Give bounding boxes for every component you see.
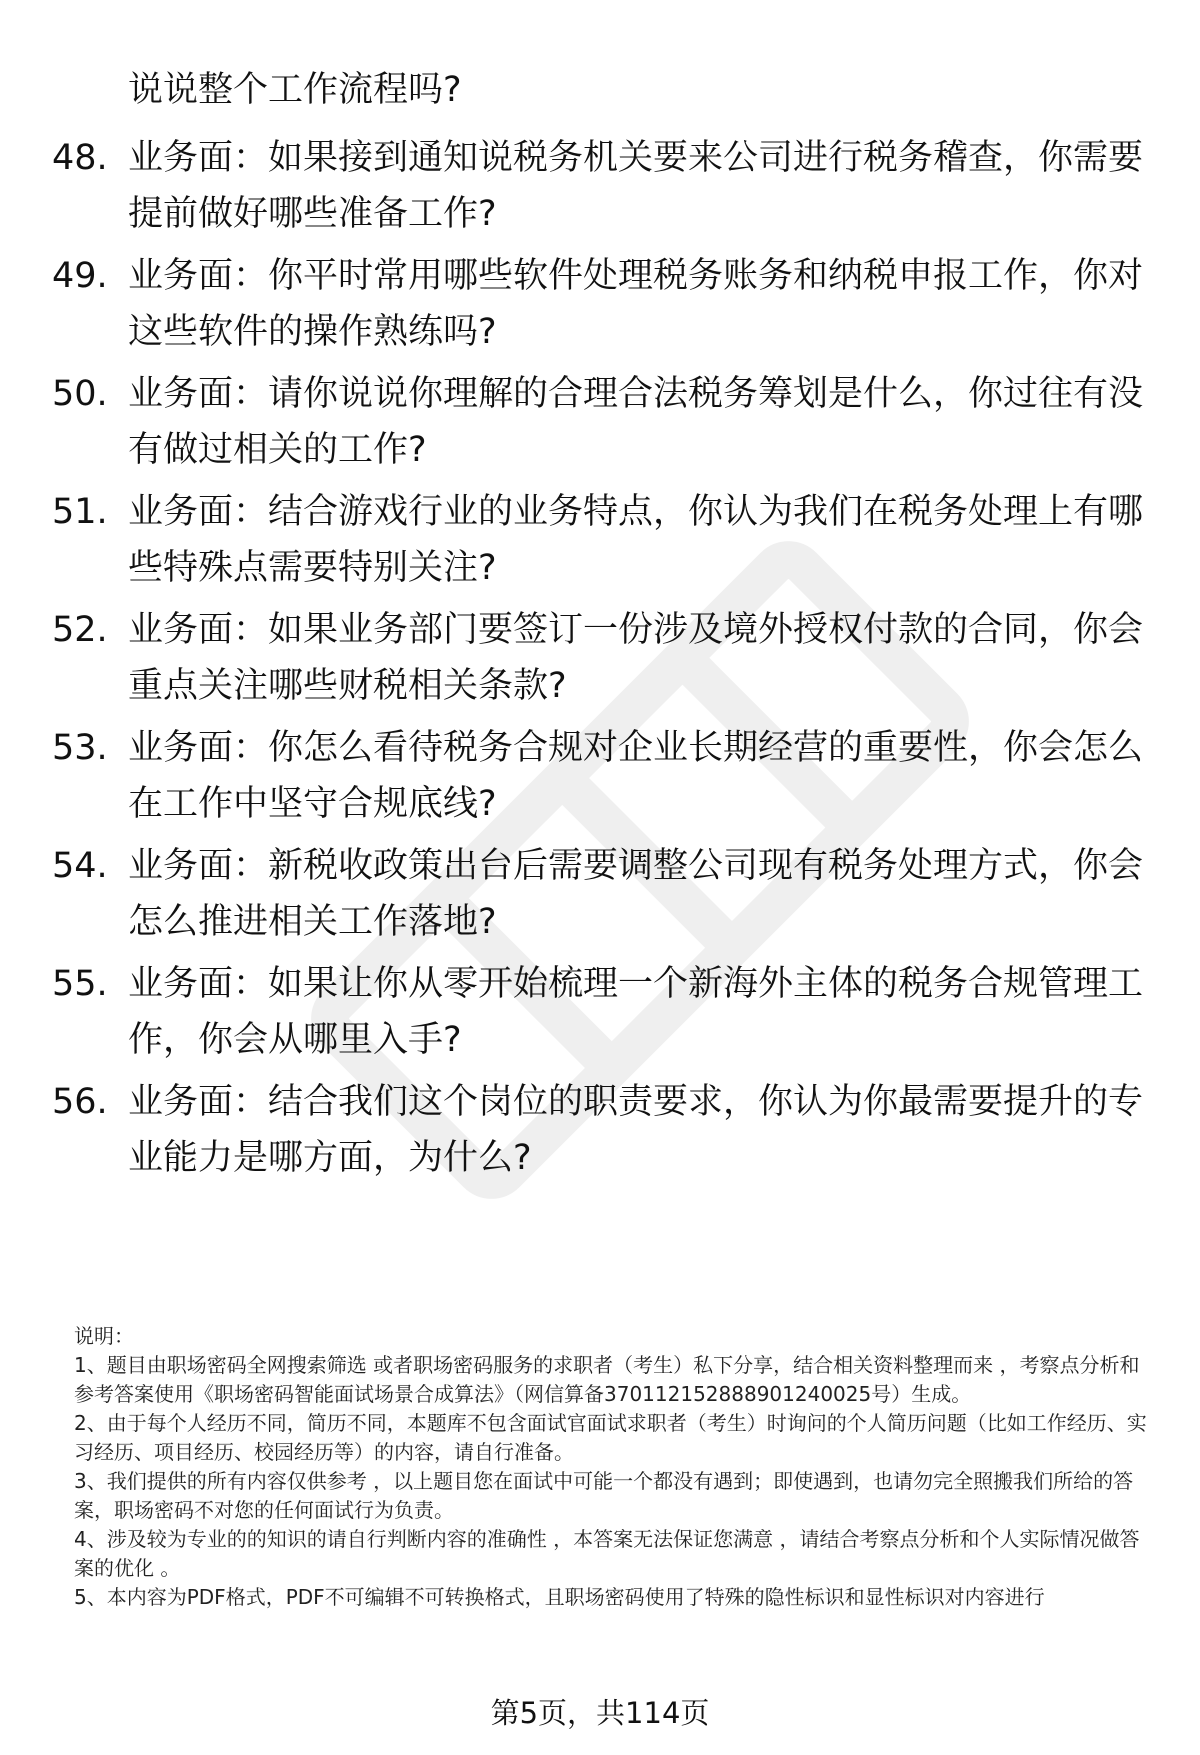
note-item: 1、题目由职场密码全网搜索筛选 或者职场密码服务的求职者（考生）私下分享，结合相关资料整理而来 ，考察点分析和参考答案使用《职场密码智能面试场景合成算法》（网信算备370112152888901240025号）生成。	[74, 1353, 1140, 1406]
question-number: 54.	[52, 846, 108, 886]
question-number: 50.	[52, 374, 108, 414]
question-item	[52, 1074, 1152, 1186]
question-text: 业务面：新税收政策出台后需要调整公司现有税务处理方式，你会怎么推进相关工作落地?	[128, 846, 1144, 942]
question-text: 业务面：如果接到通知说税务机关要来公司进行税务稽查，你需要提前做好哪些准备工作?	[128, 138, 1144, 234]
question-text: 业务面：你平时常用哪些软件处理税务账务和纳税申报工作，你对这些软件的操作熟练吗?	[128, 256, 1144, 352]
note-item: 3、我们提供的所有内容仅供参考 ，以上题目您在面试中可能一个都没有遇到；即使遇到，也请勿完全照搬我们所给的答案，职场密码不对您的任何面试行为负责。	[74, 1469, 1134, 1522]
page-number: 第5页，共114页	[490, 1696, 710, 1730]
question-text: 业务面：如果让你从零开始梳理一个新海外主体的税务合规管理工作，你会从哪里入手?	[128, 964, 1144, 1060]
question-item	[52, 248, 1152, 360]
question-item	[52, 130, 1152, 242]
question-item	[52, 366, 1152, 478]
question-number: 56.	[52, 1082, 108, 1122]
question-number: 51.	[52, 492, 108, 532]
question-number: 53.	[52, 728, 108, 768]
question-number: 48.	[52, 138, 108, 178]
question-number: 55.	[52, 964, 108, 1004]
question-continuation: 说说整个工作流程吗?	[128, 70, 462, 110]
note-item: 5、本内容为PDF格式，PDF不可编辑不可转换格式，且职场密码使用了特殊的隐性标识和显性标识对内容进行	[74, 1585, 1045, 1609]
question-text: 业务面：结合游戏行业的业务特点，你认为我们在税务处理上有哪些特殊点需要特别关注?	[128, 492, 1144, 588]
question-text: 业务面：结合我们这个岗位的职责要求，你认为你最需要提升的专业能力是哪方面，为什么?	[128, 1082, 1144, 1178]
question-number: 49.	[52, 256, 108, 296]
question-item	[52, 838, 1152, 950]
question-text: 业务面：如果业务部门要签订一份涉及境外授权付款的合同，你会重点关注哪些财税相关条款?	[128, 610, 1144, 706]
question-text: 业务面：你怎么看待税务合规对企业长期经营的重要性，你会怎么在工作中坚守合规底线?	[128, 728, 1144, 824]
question-item	[52, 484, 1152, 596]
question-text: 业务面：请你说说你理解的合理合法税务筹划是什么，你过往有没有做过相关的工作?	[128, 374, 1144, 470]
question-number: 52.	[52, 610, 108, 650]
question-item	[52, 956, 1152, 1068]
notes-section	[74, 1322, 1154, 1612]
question-item	[52, 720, 1152, 832]
note-item: 4、涉及较为专业的的知识的请自行判断内容的准确性 ，本答案无法保证您满意 ，请结合考察点分析和个人实际情况做答案的优化 。	[74, 1527, 1140, 1580]
note-item: 2、由于每个人经历不同，简历不同，本题库不包含面试官面试求职者（考生）时询问的个人简历问题（比如工作经历、实习经历、项目经历、校园经历等）的内容，请自行准备。	[74, 1411, 1147, 1464]
notes-title: 说明：	[74, 1324, 134, 1348]
question-item	[52, 602, 1152, 714]
